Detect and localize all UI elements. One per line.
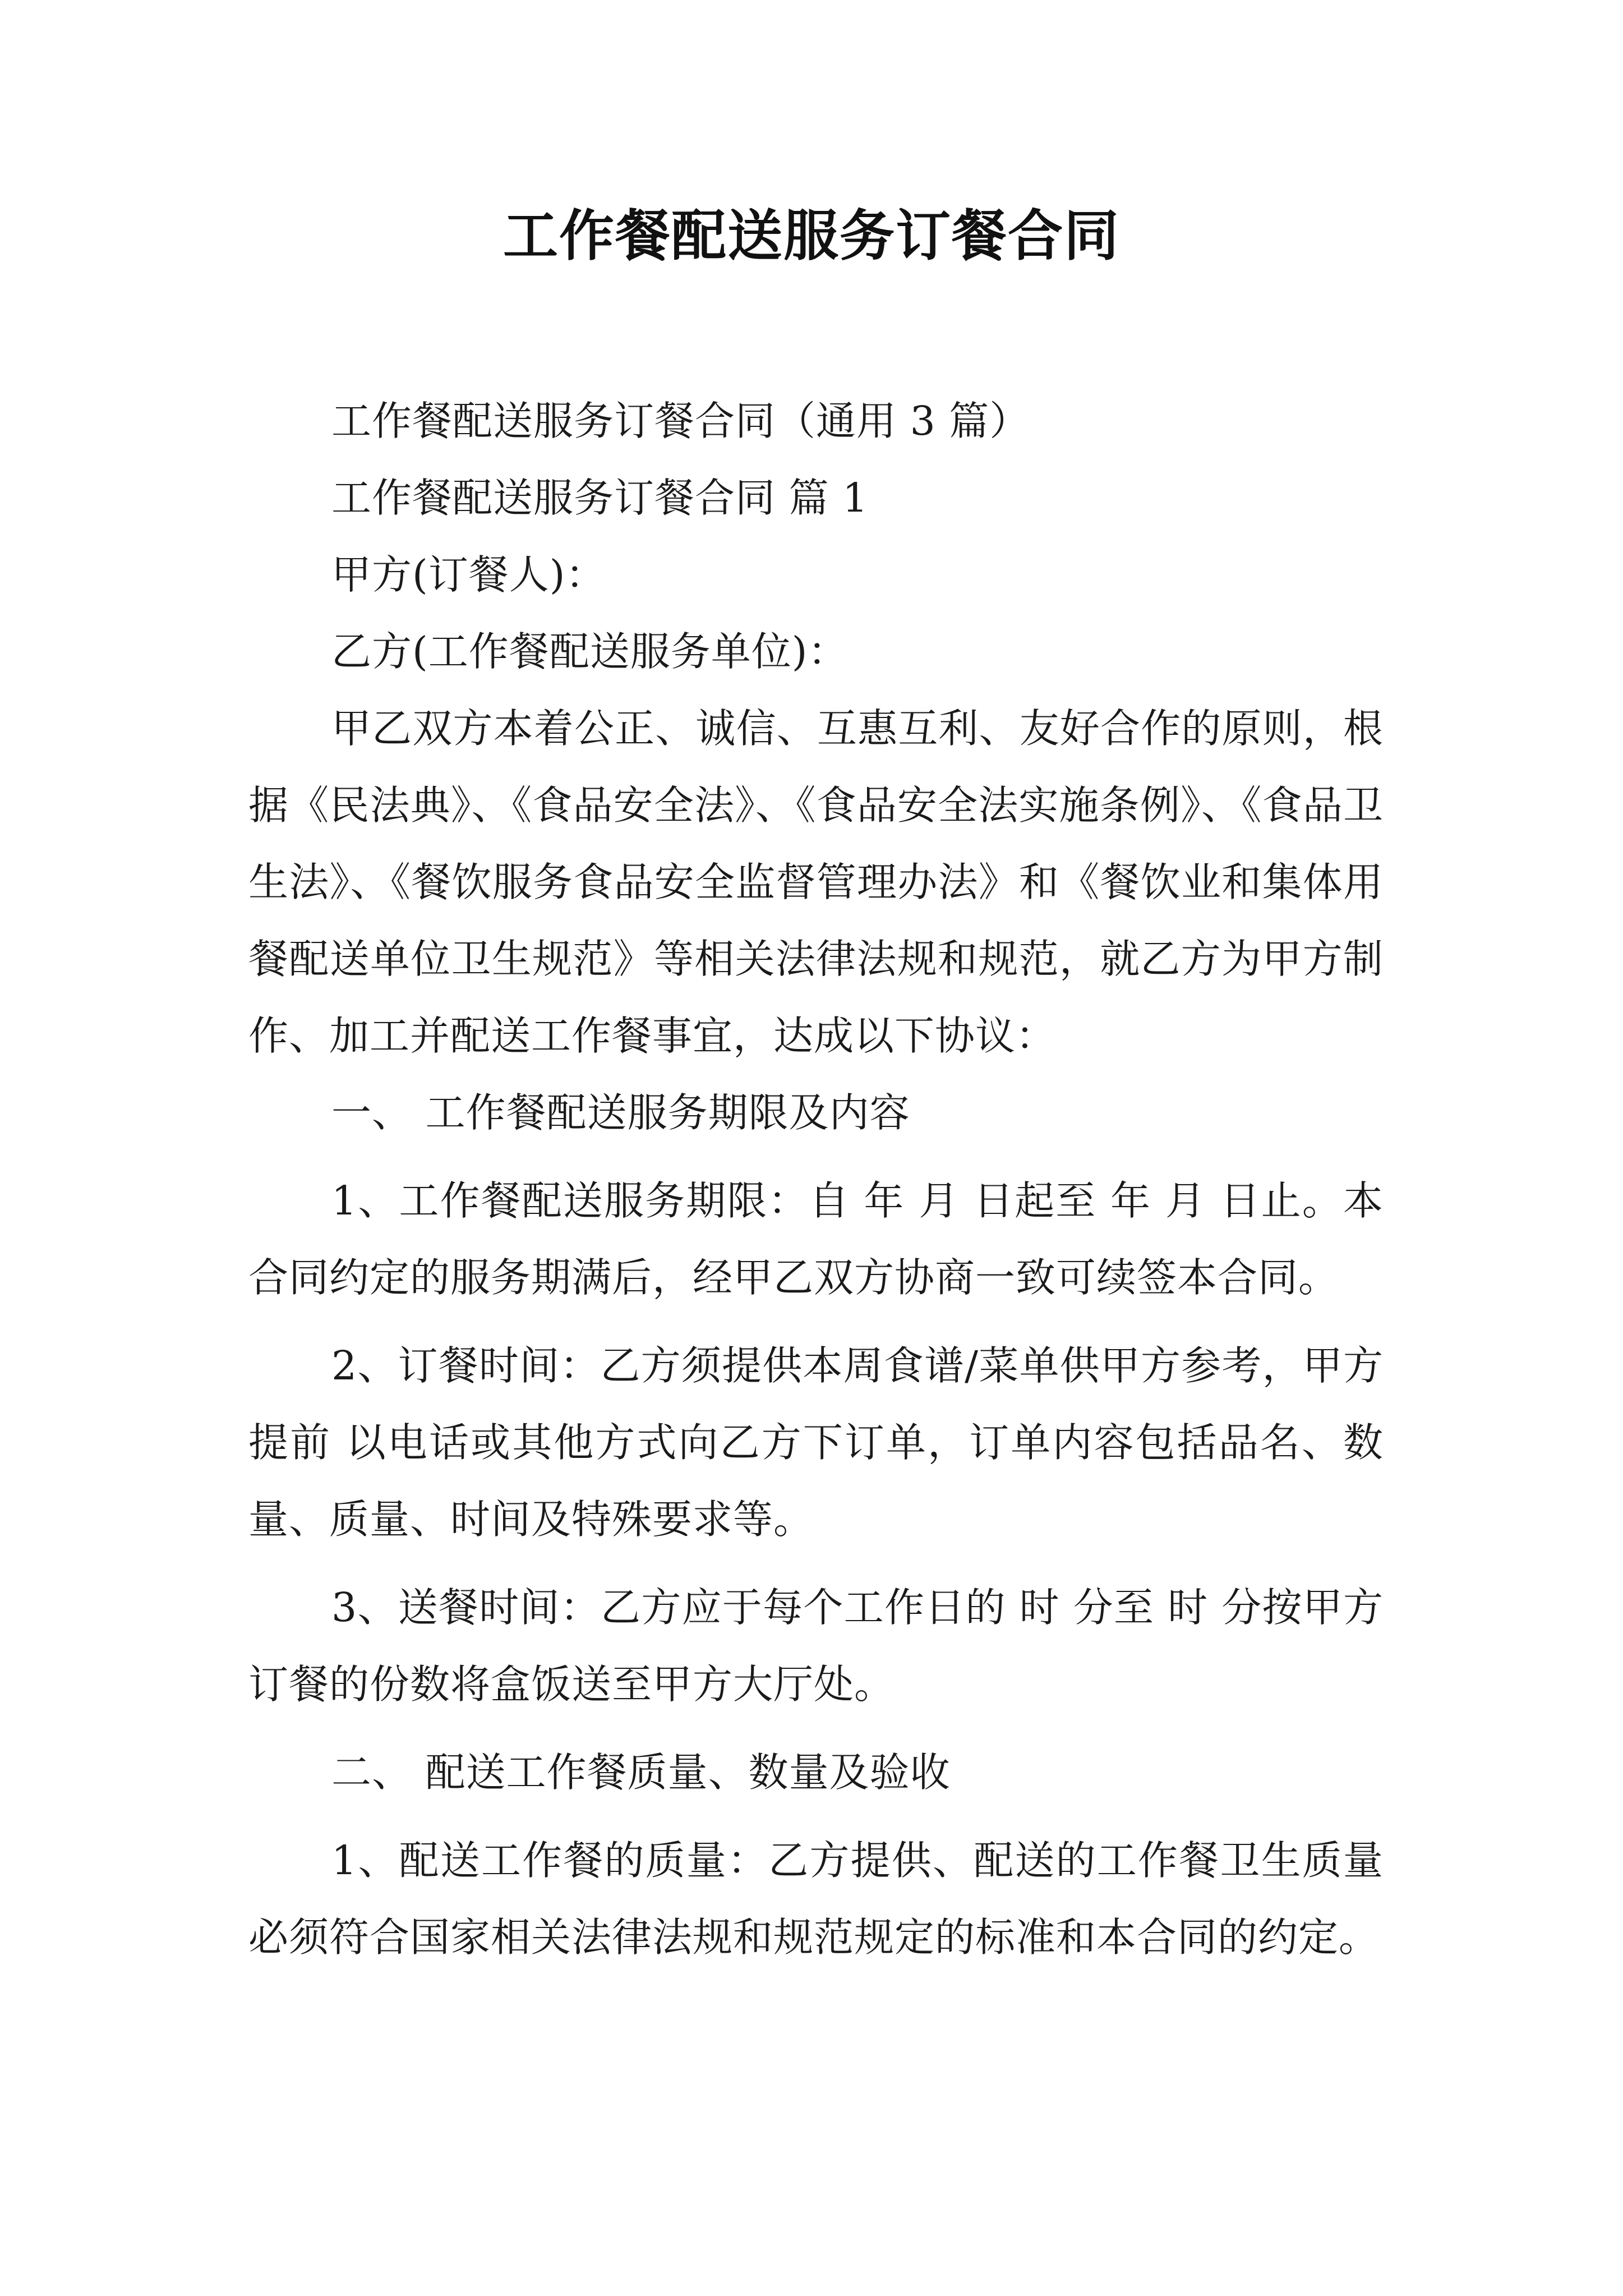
clause-1-2: 2、订餐时间：乙方须提供本周食谱/菜单供甲方参考，甲方提前 以电话或其他方式向乙方下订单，订单内容包括品名、数量、质量、时间及特殊要求等。 (248, 1342, 1384, 1543)
document-title: 工作餐配送服务订餐合同 (502, 204, 1120, 268)
section-heading-1: 一、 工作餐配送服务期限及内容 (331, 1089, 910, 1136)
document-body (248, 383, 1384, 1976)
paragraph-party-a: 甲方(订餐人)： (331, 551, 606, 598)
paragraph-party-b: 乙方(工作餐配送服务单位)： (331, 628, 849, 675)
clause-2-1: 1、配送工作餐的质量：乙方提供、配送的工作餐卫生质量必须符合国家相关法律法规和规范规定的标准和本合同的约定。 (248, 1837, 1384, 1961)
paragraph-preamble: 甲乙双方本着公正、诚信、互惠互利、友好合作的原则，根据《民法典》、《食品安全法》、《食品安全法实施条例》、《食品卫生法》、《餐饮服务食品安全监督管理办法》和《餐饮业和集体用餐配送单位卫生规范》等相关法律法规和规范，就乙方为甲方制作、加工并配送工作餐事宜，达成以下协议： (248, 705, 1384, 1059)
section-heading-2: 二、 配送工作餐质量、数量及验收 (331, 1749, 951, 1796)
paragraph-chapter-heading: 工作餐配送服务订餐合同 篇 1 (331, 475, 869, 521)
clause-1-3: 3、送餐时间：乙方应于每个工作日的 时 分至 时 分按甲方订餐的份数将盒饭送至甲方大厅处。 (248, 1584, 1384, 1708)
paragraph-subtitle: 工作餐配送服务订餐合同（通用 3 篇） (331, 398, 1030, 444)
clause-1-1: 1、工作餐配送服务期限：自 年 月 日起至 年 月 日止。本合同约定的服务期满后，经甲乙双方协商一致可续签本合同。 (248, 1177, 1384, 1301)
